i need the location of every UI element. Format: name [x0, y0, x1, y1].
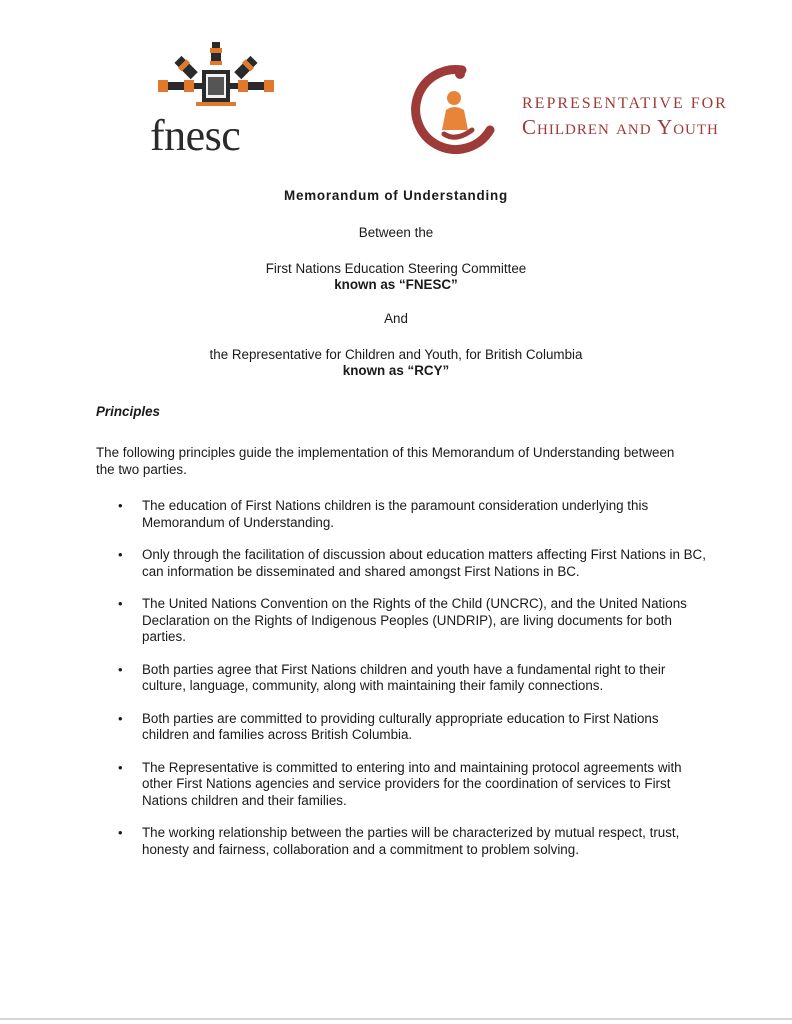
between-text: Between the [358, 225, 434, 240]
fnesc-wordmark: fnesc [150, 111, 241, 160]
list-item: • The education of First Nations children is the paramount consideration underlying this Memorandum of Understanding. [96, 498, 706, 531]
page-bottom-rule [0, 1018, 792, 1020]
list-item: • Only through the facilitation of discussion about education matters affecting First Nations in BC, can information be disseminated and shared amongst First Nations in BC. [96, 547, 706, 580]
principles-intro: The following principles guide the implementation of this Memorandum of Understanding between the two parties. [96, 445, 675, 477]
list-item: • The working relationship between the parties will be characterized by mutual respect, trust, honesty and fairness, collaboration and a commitment to problem solving. [96, 825, 706, 858]
rcy-logo [410, 64, 770, 164]
rcy-emblem-icon [410, 64, 500, 154]
list-item: • The Representative is committed to entering into and maintaining protocol agreements with other First Nations agencies and service providers for the coordination of services to First Nations children and their families. [96, 760, 706, 810]
party1-alias: known as “FNESC” [334, 277, 458, 292]
fnesc-emblem-icon [156, 40, 276, 112]
party2-name: the Representative for Children and Youth, for British Columbia [209, 347, 583, 362]
party2-alias: known as “RCY” [342, 363, 450, 378]
document-title: Memorandum of Understanding [284, 188, 508, 203]
principles-heading: Principles [96, 404, 161, 419]
list-item: • Both parties are committed to providing culturally appropriate education to First Nations children and families across British Columbia. [96, 711, 706, 744]
list-item: • Both parties agree that First Nations children and youth have a fundamental right to their culture, language, community, along with maintaining their family connections. [96, 662, 706, 695]
party1-name: First Nations Education Steering Committee [265, 261, 527, 276]
principles-list [96, 498, 706, 874]
and-text: And [384, 311, 408, 326]
fnesc-logo [150, 40, 280, 160]
list-item: • The United Nations Convention on the Rights of the Child (UNCRC), and the United Nations Declaration on the Rights of Indigenous Peoples (UNDRIP), are living documents for both parties. [96, 596, 706, 646]
rcy-logo-line2: Children and Youth [522, 115, 719, 139]
rcy-logo-line1: REPRESENTATIVE FOR [522, 95, 728, 112]
